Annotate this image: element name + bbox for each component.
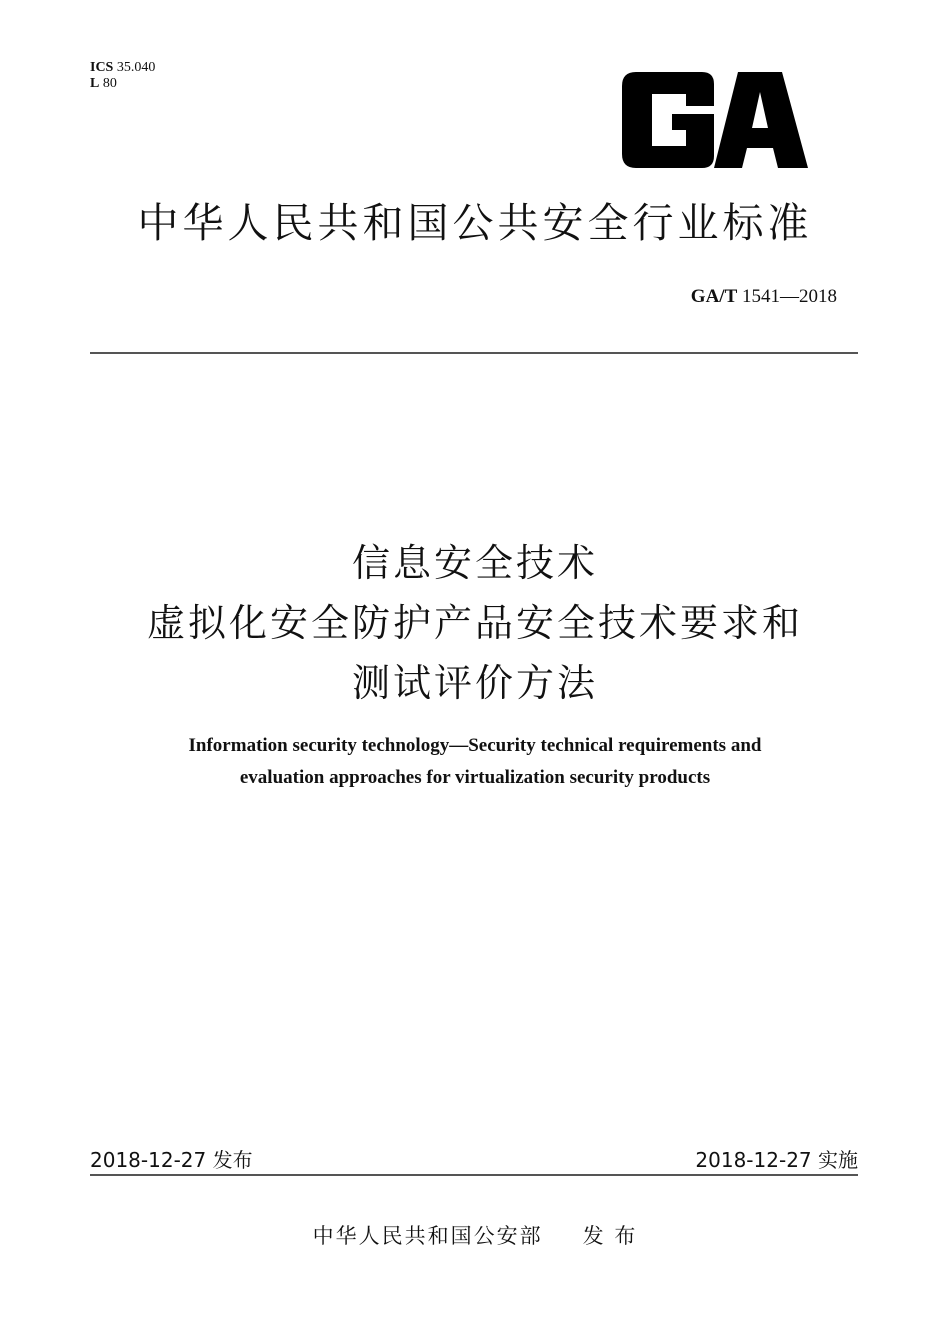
issuer-name: 中华人民共和国公安部 [312, 1224, 543, 1248]
en-title-line1: Information security technology—Security technical requirements and [188, 735, 762, 756]
ics-code [90, 60, 155, 76]
bottom-divider [90, 1174, 858, 1176]
issuer [0, 1220, 950, 1250]
cn-title-line3: 测试评价方法 [351, 661, 598, 705]
top-divider [90, 352, 858, 354]
ccs-value: 80 [102, 76, 117, 91]
ga-logo [622, 72, 808, 168]
standard-number-prefix: GA/T [690, 286, 738, 307]
ics-value: 35.040 [116, 60, 156, 75]
cn-title-line2: 虚拟化安全防护产品安全技术要求和 [146, 601, 803, 645]
standard-number-value: 1541—2018 [742, 286, 837, 307]
issuer-action: 发 布 [582, 1224, 638, 1248]
ccs-code [90, 76, 155, 92]
en-title-line2: evaluation approaches for virtualization security products [239, 767, 711, 788]
cn-title-line1: 信息安全技术 [351, 541, 598, 585]
publish-date: 2018-12-27 发布 [90, 1148, 253, 1172]
ccs-label: L [90, 76, 100, 91]
ics-label: ICS [90, 60, 114, 75]
standard-category: 中华人民共和国公共安全行业标准 [137, 199, 813, 247]
implement-date: 2018-12-27 实施 [695, 1148, 858, 1172]
standard-number [691, 286, 837, 308]
classification-codes [90, 60, 155, 92]
